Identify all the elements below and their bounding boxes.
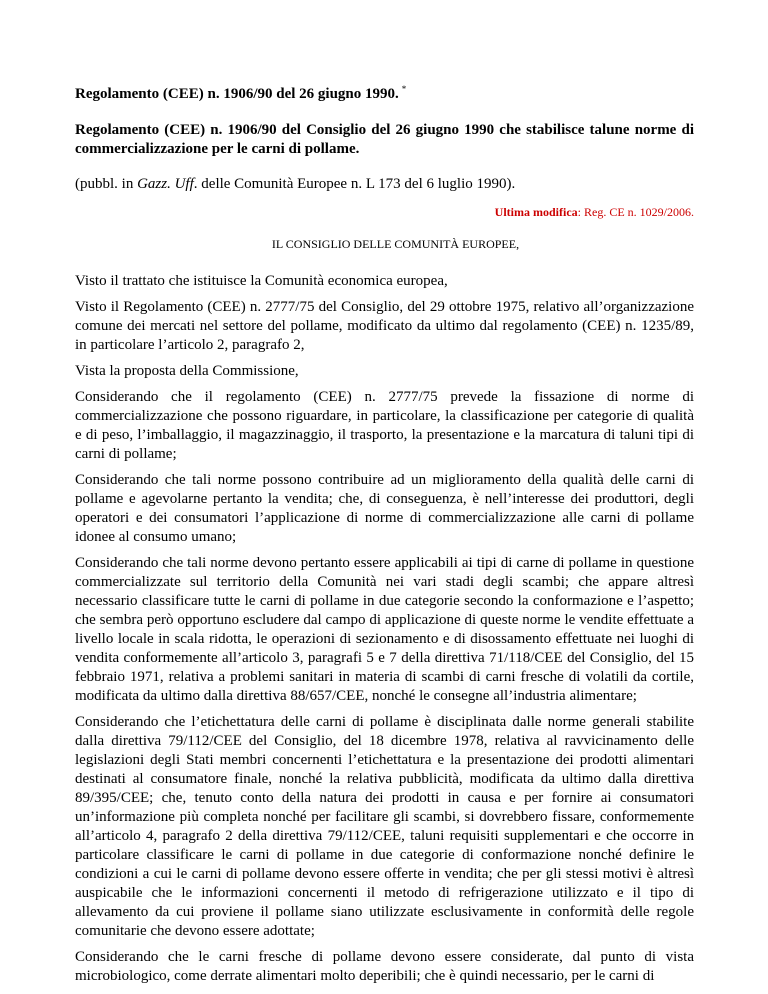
publication-prefix: (pubbl. in (75, 176, 138, 192)
recital-paragraph: Visto il Regolamento (CEE) n. 2777/75 del Consiglio, del 29 ottobre 1975, relativo all’organizzazione comune dei mercati nel settore del pollame, modificato da ultimo dal regolamento (CEE) n. 1235/89, in particolare l’articolo 2, paragrafo 2, (75, 299, 694, 353)
recital-paragraph: Considerando che le carni fresche di pollame devono essere considerate, dal punto di vista microbiologico, come derrate alimentari molto deperibili; che è quindi necessario, per le carni di (75, 949, 694, 984)
recital-paragraph: Considerando che tali norme devono pertanto essere applicabili ai tipi di carne di pollame in questione commercializzate sul territorio della Comunità nei vari stadi degli scambi; che appare altresì necessario classificare tutte le carni di pollame in due categorie secondo la conformazione e l’aspetto; che sembra però opportuno escludere dal campo di applicazione di queste norme le vendite effettuate a livello locale in scala ridotta, le operazioni di sezionamento e di disossamento effettuate nei luoghi di vendita conformemente all’articolo 3, paragrafi 5 e 7 della direttiva 71/118/CEE del Consiglio, del 15 febbraio 1971, relativa a problemi sanitari in materia di scambi di carni fresche di volatili da cortile, modificata da ultimo dalla direttiva 88/657/CEE, nonché le consegne all’industria alimentare; (75, 555, 694, 704)
footnote-marker[interactable]: * (401, 84, 407, 94)
council-heading: IL CONSIGLIO DELLE COMUNITÀ EUROPEE, (271, 237, 520, 251)
publication-suffix: . delle Comunità Europee n. L 173 del 6 luglio 1990). (193, 176, 516, 192)
publication-journal: Gazz. Uff (137, 176, 194, 192)
recital-paragraph: Considerando che l’etichettatura delle carni di pollame è disciplinata dalle norme generali stabilite dalla direttiva 79/112/CEE del Consiglio, del 18 dicembre 1978, relativa al ravvicinamento delle legislazioni degli Stati membri concernenti l’etichettatura e la presentazione dei prodotti alimentari destinati al consumatore finale, nonché la relativa pubblicità, modificata da ultimo dalla direttiva 89/395/CEE; che, tenuto conto della natura dei prodotti in causa e per fornire ai consumatori un’informazione più completa nonché per facilitare gli scambi, si dovrebbero fissare, conformemente all’articolo 4, paragrafo 2 della direttiva 79/112/CEE, taluni requisiti supplementari e che occorre in particolare classificare le carni di pollame in due categorie di conformazione nonché definire le condizioni a cui le carni di pollame devono essere offerte in vendita; che per gli stessi motivi è altresì auspicabile che le informazioni concernenti il metodo di refrigerazione utilizzato e il tipo di allevamento da cui proviene il pollame siano utilizzate esclusivamente in conformità delle regole comunitarie che devono essere adottate; (75, 714, 694, 939)
recital-paragraph: Vista la proposta della Commissione, (75, 363, 299, 379)
document-title-text: Regolamento (CEE) n. 1906/90 del 26 giugno 1990. (75, 86, 399, 102)
recital-paragraph: Considerando che il regolamento (CEE) n. 2777/75 prevede la fissazione di norme di commercializzazione che possono riguardare, in particolare, la classificazione per categorie di qualità e di peso, l’imballaggio, il magazzinaggio, il trasporto, la presentazione e la marcatura di taluni tipi di carni di pollame; (75, 389, 694, 462)
document-full-title: Regolamento (CEE) n. 1906/90 del Consiglio del 26 giugno 1990 che stabilisce talune norme di commercializzazione per le carni di pollame. (75, 122, 694, 157)
document-title (75, 80, 694, 104)
recital-paragraph: Considerando che tali norme possono contribuire ad un miglioramento della qualità delle carni di pollame e agevolarne pertanto la vendita; che, di conseguenza, è nell’interesse dei produttori, degli operatori e dei consumatori l’applicazione di norme di commercializzazione alle carni di pollame idonee al consumo umano; (75, 472, 694, 545)
last-modification (75, 205, 694, 220)
document-page (75, 80, 694, 986)
last-modification-label: Ultima modifica (494, 205, 578, 219)
recital-paragraph: Visto il trattato che istituisce la Comunità economica europea, (75, 273, 448, 289)
last-modification-value: : Reg. CE n. 1029/2006. (577, 205, 694, 219)
publication-reference (75, 175, 694, 194)
